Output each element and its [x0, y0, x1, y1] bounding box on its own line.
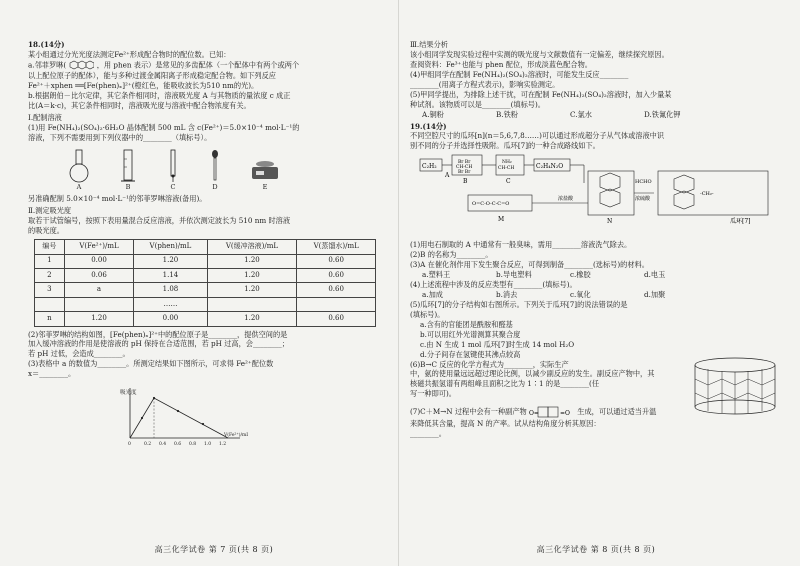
- table-cell: 1.08: [134, 283, 207, 297]
- apparatus-b: B: [120, 149, 136, 192]
- q19-6-line-4: 写一种即可)。: [410, 389, 456, 399]
- q19-5-option-d: d.分子间存在氢键使其沸点较高: [420, 349, 521, 359]
- scheme-label: 浓盐酸: [558, 196, 574, 203]
- table-cell: [207, 297, 297, 311]
- q19-7-text-1: (7)C＋M→N 过程中会有一种副产物: [410, 407, 527, 417]
- note-a-line: [28, 60, 400, 71]
- table-header-cell: V(phen)/mL: [134, 240, 207, 254]
- q19-5-line-2: (填标号)。: [410, 309, 445, 319]
- intro-text: 某小组通过分光光度法测定Fe²⁺形成配合物时的配位数。已知：: [28, 49, 231, 59]
- dropper-icon: [210, 149, 220, 183]
- svg-text:CH-CH: CH-CH: [498, 166, 515, 172]
- q19-4: (4)上述流程中涉及的反应类型有________(填标号)。: [410, 280, 577, 289]
- table-cell: 1: [35, 254, 65, 268]
- q19-6-line-1: (6)B→C 反应的化学方程式为________，实际生产: [410, 359, 569, 369]
- section-3-text-2: 查阅资料：Fe³⁺也能与 phen 配位，形成淡蓝色配合物。: [410, 59, 592, 69]
- table-cell: 0.06: [64, 268, 133, 282]
- option: b.导电塑料: [496, 270, 532, 280]
- burette-icon: [166, 149, 180, 183]
- question-3-line-1: (3)表格中 a 的数值为________。所测定结果如下图所示，可求得 Fe²⁺配位数: [28, 359, 274, 369]
- option: C.氯水: [570, 109, 592, 119]
- svg-text:Br Br: Br Br: [458, 170, 471, 176]
- question-18-heading: 18.(14分): [28, 40, 65, 49]
- note-a-line-4: Fe²⁺＋xphen ══[Fe(phen)ₓ]²⁺(橙红色，能吸收波长为510 nm的光)。: [28, 80, 259, 90]
- table-cell: 2: [35, 268, 65, 282]
- question-3-line-2: x＝________。: [28, 369, 76, 379]
- option: d.加聚: [644, 289, 666, 299]
- q19-5-option-b: b.可以用红外光谱测算其聚合度: [420, 329, 521, 339]
- volume-table: [34, 239, 376, 326]
- page-8-footer: 高三化学试卷 第 8 页(共 8 页): [536, 544, 656, 554]
- note-a-text-2: ，用 phen 表示）是常见的多齿配体（一个配体中有两个或两个: [96, 60, 300, 70]
- table-row: [35, 312, 376, 326]
- section-3-text-1: 该小组同学发现实验过程中实测的吸光度与文献数值有一定偏差，继续探究原因。: [410, 49, 669, 59]
- table-cell: n: [35, 312, 65, 326]
- option: a.加成: [422, 289, 443, 299]
- q19-7-line-4: ________。: [410, 429, 446, 439]
- q19-1: (1)用电石制取的 A 中通常有一般臭味，需用________溶液洗气除去。: [410, 240, 632, 250]
- note-a-line-3: 以上配位原子的配体），能与多种过渡金属阳离子形成稳定配合物。如下列反应: [28, 70, 276, 80]
- table-cell: 0.60: [297, 312, 376, 326]
- graduated-cylinder-icon: [120, 149, 136, 183]
- question-2-line-3: 若 pH 过低，会造成________。: [28, 349, 130, 359]
- section-2-title: Ⅱ.测定吸光度: [28, 206, 72, 216]
- graph-tick: 0.8: [189, 442, 197, 448]
- apparatus-row: [68, 146, 400, 192]
- q19-4-options: [410, 290, 782, 300]
- table-cell: 1.20: [134, 254, 207, 268]
- table-cell: 1.14: [134, 268, 207, 282]
- q19-7-line-3: 来降低其含量，提高 N 的产率。试从结构角度分析其原因：: [410, 419, 601, 429]
- scheme-label: C₂H₂: [422, 163, 437, 171]
- q19-5-option-a: a.含有的官能团是酰胺和醛基: [420, 319, 513, 329]
- q19-3-options: [410, 270, 782, 280]
- table-header-cell: V(缓冲溶液)/mL: [207, 240, 297, 254]
- graph-xlabel: V(Fe²⁺)/mL: [224, 433, 248, 439]
- question-19-heading: 19.(14分): [410, 121, 447, 131]
- table-header-cell: 编号: [35, 240, 65, 254]
- synthesis-scheme-svg: [418, 153, 778, 235]
- scheme-label: 瓜环[7]: [730, 218, 751, 226]
- table-cell: [35, 297, 65, 311]
- table-cell: 1.20: [207, 312, 297, 326]
- scheme-label: C: [506, 178, 511, 186]
- apparatus-d: D: [210, 149, 220, 192]
- table-cell: ……: [134, 297, 207, 311]
- phenanthroline-structure-icon: [68, 60, 94, 71]
- note-a-text-1: a.邻菲罗啉(: [28, 60, 67, 70]
- option: B.铁粉: [496, 109, 518, 119]
- table-cell: 1.20: [207, 254, 297, 268]
- table-cell: 0.00: [64, 254, 133, 268]
- table-cell: 1.20: [64, 312, 133, 326]
- question-5-line-2: 种试剂。该物质可以是________(填标号)。: [410, 99, 545, 109]
- option: a.塑料王: [422, 270, 451, 280]
- svg-text:=O: =O: [560, 410, 570, 418]
- graph-tick: 0.4: [159, 442, 167, 448]
- cucurbituril-structure-icon: [690, 355, 780, 417]
- scheme-label: N: [607, 218, 613, 226]
- table-cell: 0.60: [297, 283, 376, 297]
- q19-3: (3)A 在催化剂作用下发生聚合反应，可得到制备________(选标号)的材料。: [410, 260, 649, 270]
- question-5-line-1: (5)甲同学提出，为排除上述干扰，可在配制 Fe(NH₄)₂(SO₄)₂溶液时，加入少量某: [410, 89, 672, 99]
- option: c.氧化: [570, 289, 591, 299]
- table-row: [35, 268, 376, 282]
- scheme-label: NH₂: [502, 160, 512, 166]
- question-4-line-2: ________(用离子方程式表示)，影响实验测定。: [410, 79, 560, 89]
- q19-6-line-3: 核磁共振氢谱有两组峰且面积之比为 1∶1 的是________(任: [410, 379, 600, 389]
- graph-tick: 0.6: [174, 442, 182, 448]
- graph-tick: 1.0: [204, 442, 212, 448]
- table-row: [35, 297, 376, 311]
- table-cell: 0.60: [297, 268, 376, 282]
- table-cell: 1.20: [207, 268, 297, 282]
- table-cell: a: [64, 283, 133, 297]
- table-header-cell: V(蒸馏水)/mL: [297, 240, 376, 254]
- svg-text:O=C-O-C-C=O: O=C-O-C-C=O: [472, 201, 510, 208]
- table-row: [35, 283, 376, 297]
- question-1-line-1: (1)用 Fe(NH₄)₂(SO₄)₂·6H₂O 晶体配制 500 mL 含 c(Fe²⁺)＝5.0×10⁻⁴ mol·L⁻¹的: [28, 122, 300, 132]
- option: d.电玉: [644, 270, 666, 280]
- round-flask-icon: [68, 149, 90, 183]
- option: b.消去: [496, 289, 518, 299]
- absorbance-graph-svg: [118, 384, 248, 448]
- table-cell: 3: [35, 283, 65, 297]
- apparatus-e: E: [250, 153, 280, 192]
- svg-text:CH-CH: CH-CH: [456, 165, 473, 171]
- graph-tick: 0.2: [144, 442, 152, 448]
- q19-7-text-2: 生成，可以通过适当升温: [577, 407, 657, 417]
- q19-5-line-1: (5)瓜环[7]的分子结构如右图所示。下列关于瓜环[7]的说法错误的是: [410, 299, 628, 309]
- scheme-label: HCHO: [635, 179, 652, 186]
- page-7-footer: 高三化学试卷 第 7 页(共 8 页): [154, 544, 274, 554]
- q19-5-option-c: c.由 N 生成 1 mol 瓜环[7]时生成 14 mol H₂O: [420, 339, 575, 349]
- question-4-line-1: (4)甲组同学在配制 Fe(NH₄)₂(SO₄)₂溶液时，可能发生反应________: [410, 69, 629, 79]
- svg-text:Br Br: Br Br: [458, 160, 471, 166]
- note-b-line-1: b.根据朗伯－比尔定律，其它条件相同时，溶液吸光度 A 与其物质的量浓度 c 成正: [28, 90, 291, 100]
- table-cell: 1.20: [207, 283, 297, 297]
- graph-tick: 1.2: [219, 442, 227, 448]
- apparatus-a: A: [68, 149, 90, 192]
- question-19-line-2: 别不同的分子并选择性吸附。瓜环[7]的一种合成路线如下。: [410, 141, 600, 151]
- table-cell: 0.00: [134, 312, 207, 326]
- section-3-title: Ⅲ.结果分析: [410, 40, 448, 49]
- scheme-label: B: [463, 178, 468, 186]
- section-1-title: Ⅰ.配制溶液: [28, 112, 62, 122]
- table-cell: [297, 297, 376, 311]
- byproduct-structure-icon: [529, 405, 575, 419]
- table-header-cell: V(Fe²⁺)/mL: [64, 240, 133, 254]
- table-cell: [64, 297, 133, 311]
- question-2-line-1: (2)邻菲罗啉的结构如图，[Fe(phen)ₓ]²⁺中的配位原子是________，提供空间的是: [28, 329, 288, 339]
- section-2-text-1: 取若干试管编号，按照下表用量混合反应溶液，并依次测定波长为 510 nm 时溶液: [28, 216, 291, 226]
- scheme-label: M: [498, 216, 505, 224]
- question-2-line-2: 加入缓冲溶液的作用是使溶液的 pH 保持在合适范围，若 pH 过高，会________；: [28, 339, 289, 349]
- page-7: [28, 40, 400, 555]
- table-row: [35, 254, 376, 268]
- question-19-line-1: 不同空腔尺寸的瓜环[n](n＝5,6,7,8……)可以通过形成超分子从气体或溶液中识: [410, 131, 665, 141]
- after-apparatus-text: 另准确配制 5.0×10⁻⁴ mol·L⁻¹的邻菲罗啉溶液(备用)。: [28, 194, 207, 204]
- apparatus-c: C: [166, 149, 180, 192]
- note-b-line-2: 比(A＝k·c)，其它条件相同时，溶液吸光度与溶液中配合物浓度有关。: [28, 100, 251, 110]
- table-cell: 0.60: [297, 254, 376, 268]
- option: c.橡胶: [570, 270, 591, 280]
- table-header-row: [35, 240, 376, 254]
- section-2-text-2: 的吸光度。: [28, 226, 64, 236]
- svg-text:O=: O=: [529, 410, 539, 418]
- absorbance-graph: [118, 384, 400, 451]
- svg-text:-CH₂-: -CH₂-: [700, 191, 714, 198]
- balance-icon: [250, 153, 280, 183]
- option: A.铜粉: [422, 109, 444, 119]
- question-5-options: [410, 110, 782, 120]
- graph-tick: 0: [128, 442, 131, 448]
- option: D.铁氰化钾: [644, 109, 681, 119]
- scheme-label: C₂H₄N₂O: [536, 163, 564, 171]
- q19-6-line-2: 中，氨的使用量远远超过理论比例，以减少副反应的发生。副反应产物中，其: [410, 369, 655, 379]
- question-1-line-2: 溶液，下列不需要用到下列仪器中的________（填标号）。: [28, 132, 212, 142]
- scheme-label: A: [445, 172, 450, 180]
- graph-ylabel: 吸光度: [120, 390, 137, 397]
- synthesis-scheme: [418, 153, 782, 238]
- q19-2: (2)B 的名称为________。: [410, 250, 493, 260]
- page-8: [410, 40, 782, 555]
- scheme-label: 浓硫酸: [635, 196, 651, 203]
